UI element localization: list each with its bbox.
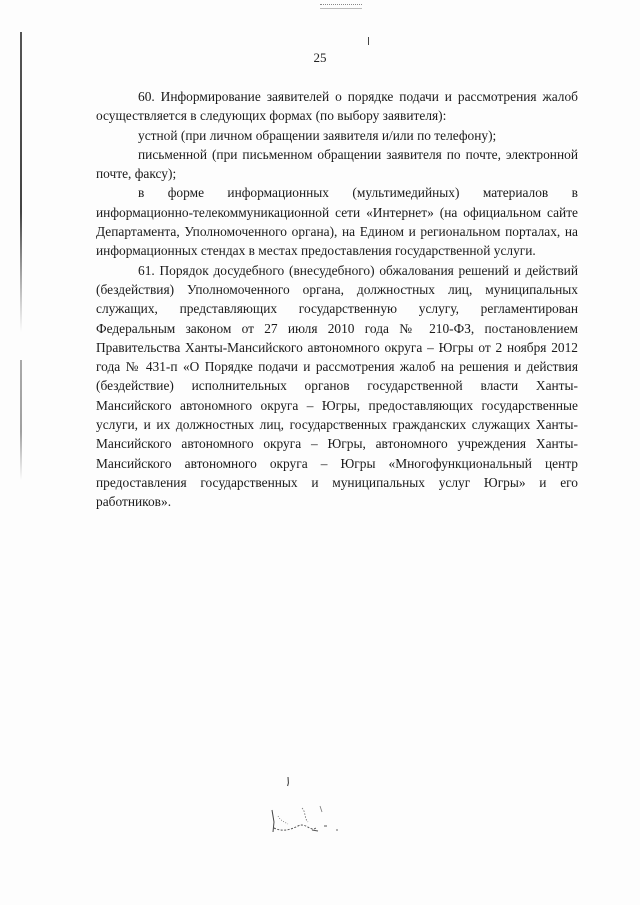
paragraph-written: письменной (при письменном обращении заявителя по почте, электронной почте, факсу); [96,146,578,182]
scan-smudge [320,4,362,9]
scan-tick-mark [368,37,369,45]
document-body [96,87,578,512]
scan-edge-line [20,32,22,332]
paragraph-multimedia: в форме информационных (мультимедийных) материалов в информационно-телекоммуникационной сети «Интернет» (на официальном сайте Департамента, Уполномоченного органа), на Едином и региональном порталах, на информационных стендах в местах предоставления государственной услуги. [96,185,578,259]
paragraph-oral: устной (при личном обращении заявителя и/или по телефону); [138,127,497,143]
ink-mark-icon [286,777,290,787]
scan-edge-line [20,360,22,480]
page-number: 25 [313,50,327,65]
handwritten-signature-icon [266,802,356,838]
paragraph-60: 60. Информирование заявителей о порядке подачи и рассмотрения жалоб осуществляется в следующих формах (по выбору заявителя): [96,89,578,124]
paragraph-61: 61. Порядок досудебного (внесудебного) обжалования решений и действий (бездействия) Уполномоченного органа, должностных лиц, муниципальных служащих, представляющих государственную услугу, регламентирован Федеральным законом от 27 июля 2010 года № 210-ФЗ, постановлением Правительства Ханты-Мансийского автономного округа – Югры от 2 ноября 2012 года № 431-п «О Порядке подачи и рассмотрения жалоб на решения и действия (бездействие) исполнительных органов государственной власти Ханты-Мансийского автономного округа – Югры, предоставляющих государственные услуги, и их должностных лиц, государственных гражданских служащих Ханты-Мансийского автономного округа – Югры, автономного учреждения Ханты-Мансийского автономного округа – Югры «Многофункциональный центр предоставления государственных и муниципальных услуг Югры» и его работников». [96,262,578,510]
